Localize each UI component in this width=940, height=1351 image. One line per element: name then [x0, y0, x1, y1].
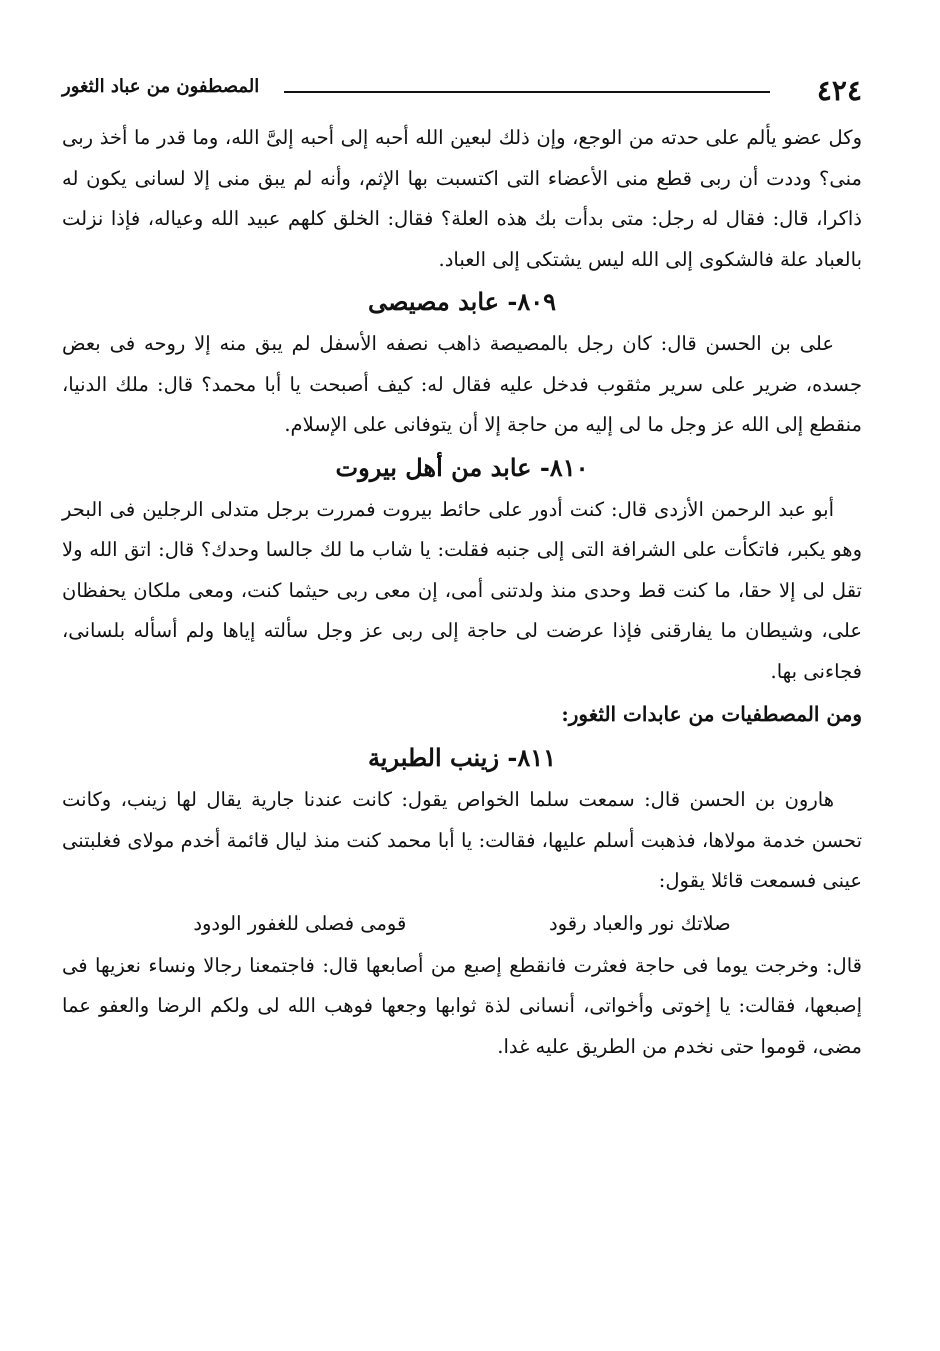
paragraph-811: هارون بن الحسن قال: سمعت سلما الخواص يقول: كانت عندنا جارية يقال لها زينب، وكانت تحسن خدمة مولاها، فذهبت أسلم عليها، فقالت: يا أبا محمد كنت منذ ليال قائمة أخدم مولاى فغلبتنى عينى فسمعت قائلا يقول:: [62, 788, 862, 892]
heading-811: ٨١١- زينب الطبرية: [367, 743, 557, 772]
page-number: ٤٢٤: [816, 74, 862, 107]
page-body: [62, 118, 862, 1067]
paragraph-continuation: وكل عضو يألم على حدته من الوجع، وإن ذلك لبعين الله أحبه إلى أحبه إلىَّ الله، وما قدر ما أخذ ربى منى؟ وددت أن ربى قطع منى الأعضاء التى اكتسبت بها الإثم، وأنه لم يبق منى إلا لسانى يكون له ذاكرا، قال: فقال له رجل: متى بدأت بك هذه العلة؟ فقال: الخلق كلهم عبيد الله وعياله، فإذا نزلت بالعباد علة فالشكوى إلى الله ليس يشتكى إلى العباد.: [62, 126, 862, 271]
page-header: [62, 72, 862, 106]
header-rule: [284, 91, 770, 93]
section-title: ومن المصطفيات من عابدات الثغور:: [561, 702, 862, 726]
poetry-verse: [62, 902, 862, 946]
paragraph-809: على بن الحسن قال: كان رجل بالمصيصة ذاهب نصفه الأسفل لم يبق منه إلا روحه فى بعض جسده، ضرير على سرير مثقوب فدخل عليه فقال له: كيف أصبحت يا أبا محمد؟ قال: ملك الدنيا، منقطع إلى الله عز وجل ما لى إليه من حاجة إلا أن يتوفانى على الإسلام.: [62, 332, 862, 436]
heading-810: ٨١٠- عابد من أهل بيروت: [335, 452, 589, 482]
verse-first-hemistich: صلاتك نور والعباد رقود: [548, 911, 731, 935]
verse-second-hemistich: قومى فصلى للغفور الودود: [193, 911, 407, 935]
running-title: المصطفون من عباد الثغور: [62, 76, 260, 97]
paragraph-810: أبو عبد الرحمن الأزدى قال: كنت أدور على حائط بيروت فمررت برجل متدلى الرجلين فى البحر وهو يكبر، فاتكأت على الشرافة التى إلى جنبه فقلت: يا شاب ما لك جالسا وحدك؟ قال: اتق الله ولا تقل لى إلا حقا، ما كنت قط وحدى منذ ولدتنى أمى، إن معى ربى حيثما كنت، ومعى ملكان يحفظان على، وشيطان ما يفارقنى فإذا عرضت لى حاجة إلى ربى عز وجل سألته إياها ولم أسأله بلسانى، فجاءنى بها.: [62, 497, 862, 683]
heading-809: ٨٠٩- عابد مصيصى: [368, 287, 556, 316]
paragraph-811-continued: قال: وخرجت يوما فى حاجة فعثرت فانقطع إصبع من أصابعها قال: فاجتمعنا رجالا ونساء نعزيها فى إصبعها، فقالت: يا إخوتى وأخواتى، أنسانى لذة ثوابها وجعها فوهب الله لى ولكم الرضا والعفو عما مضى، قوموا حتى نخدم من الطريق عليه غدا.: [62, 953, 862, 1058]
